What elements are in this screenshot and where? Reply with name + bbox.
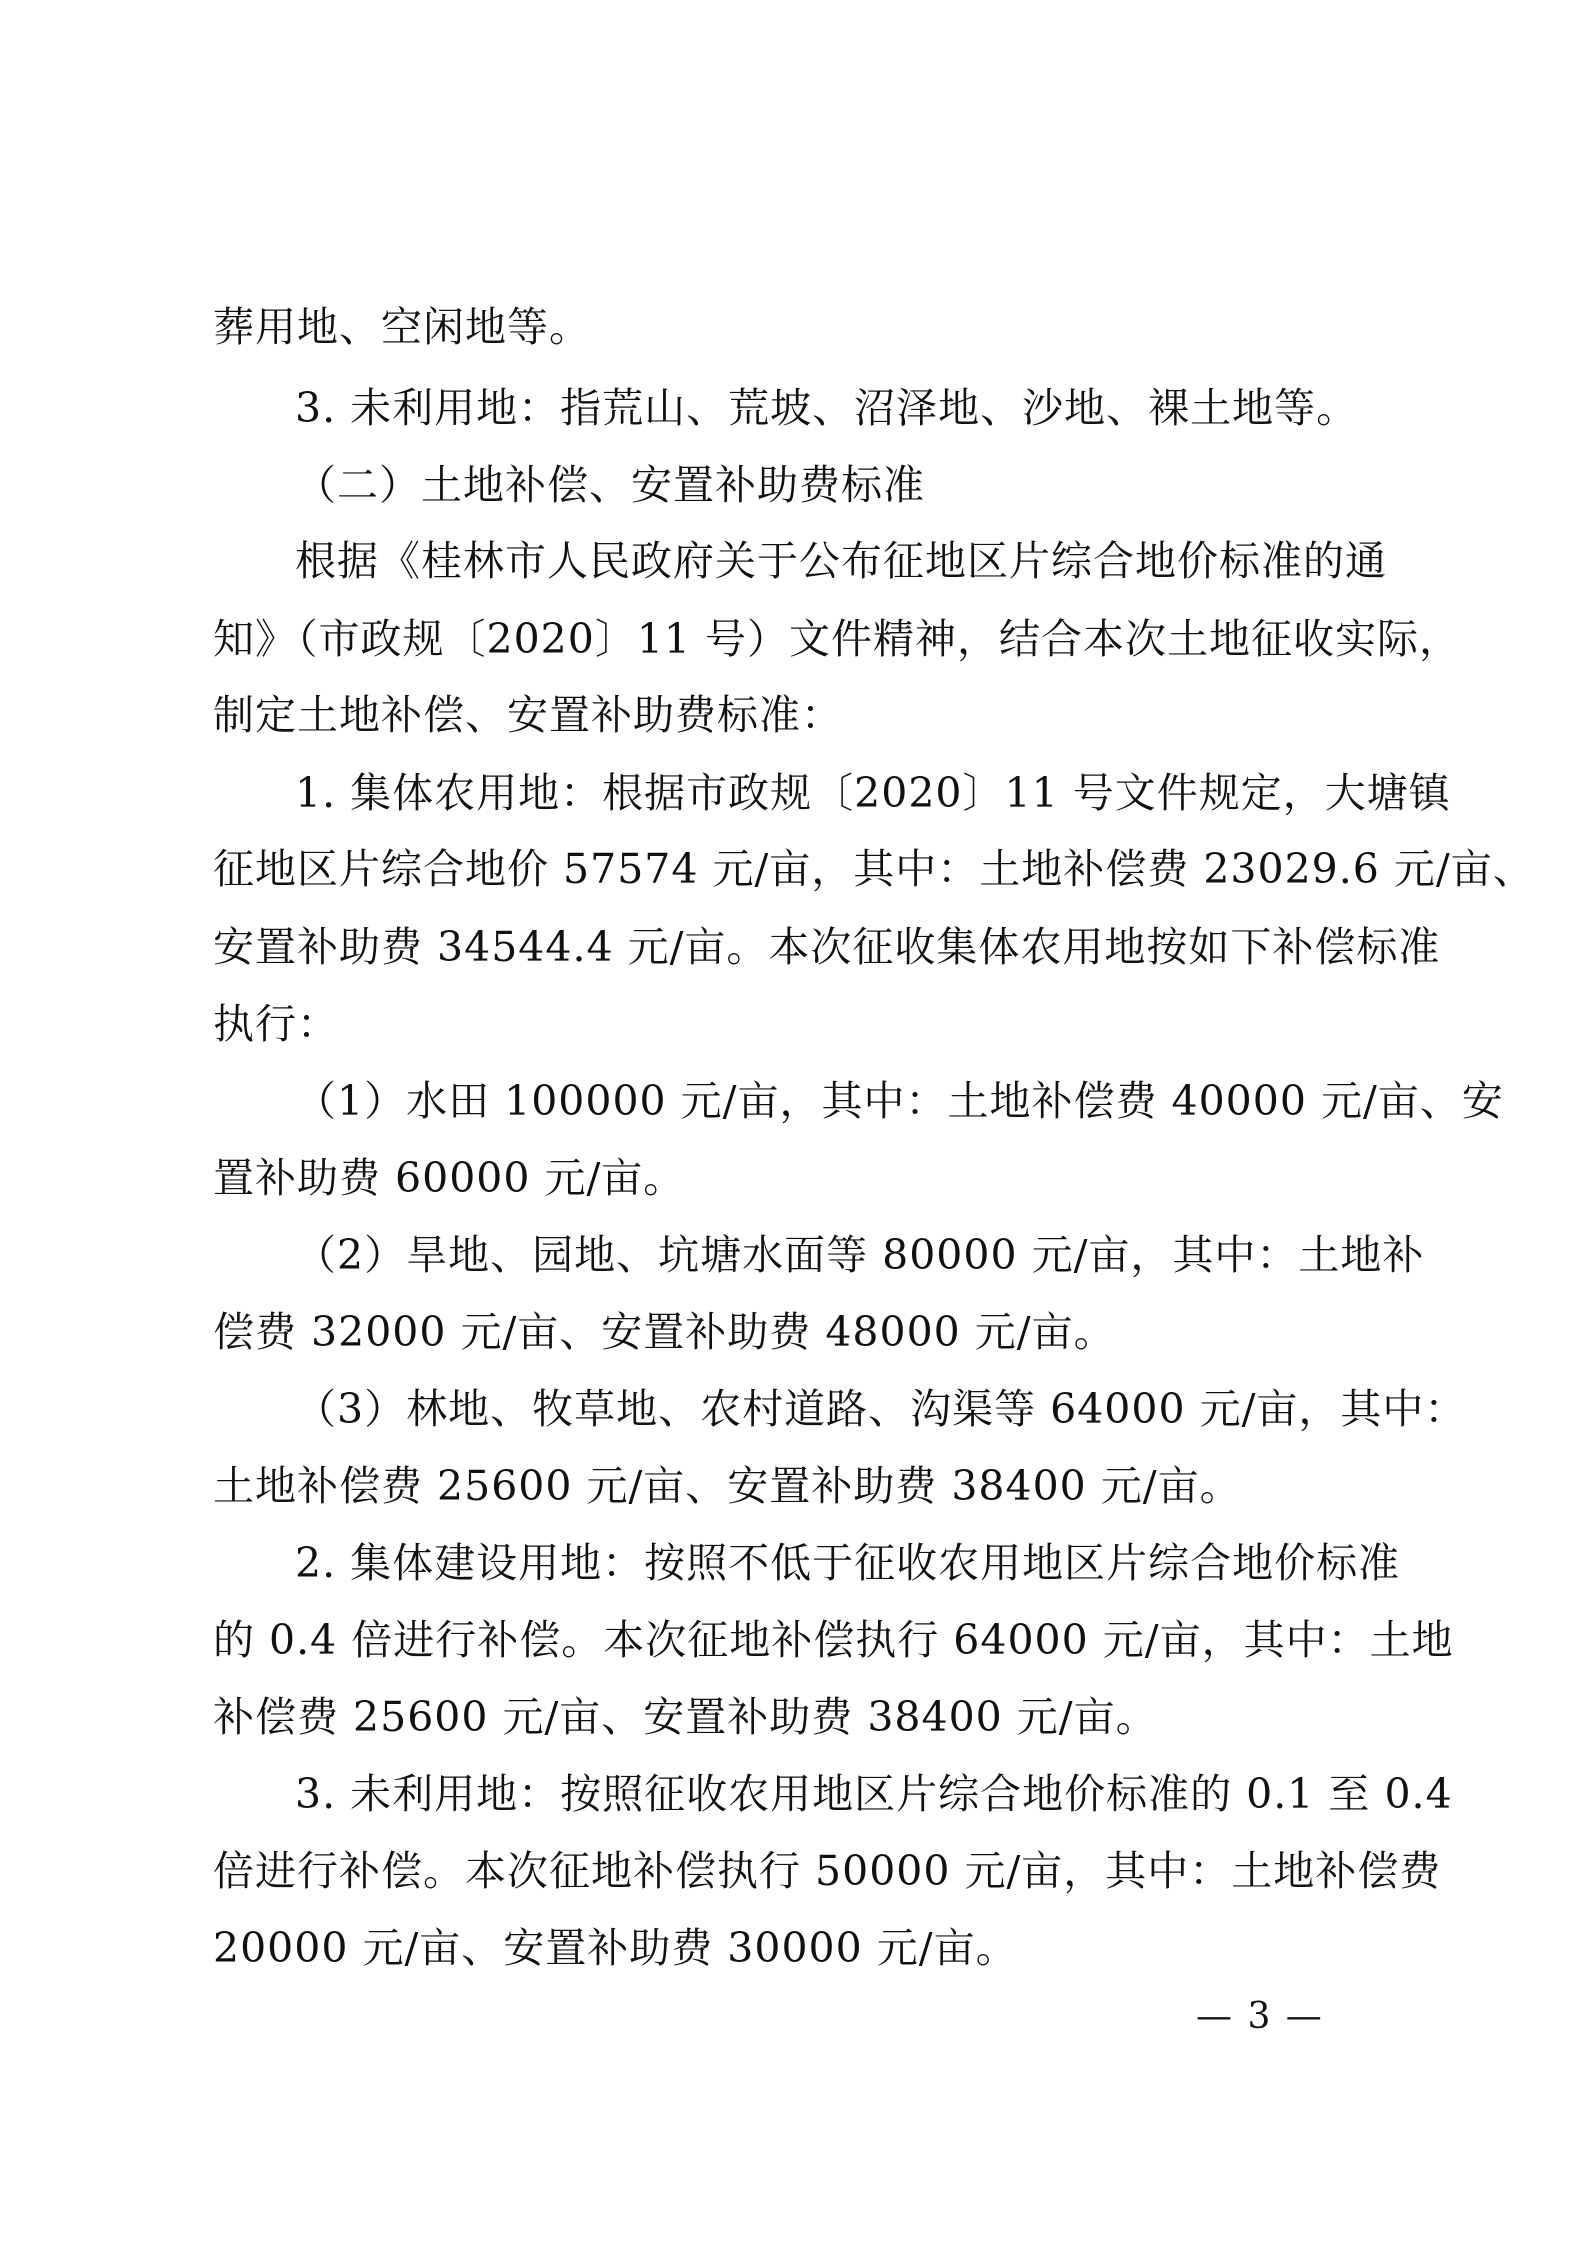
text-line: 土地补偿费 25600 元/亩、安置补助费 38400 元/亩。 [213,1462,1242,1510]
text-line: 知》（市政规〔2020〕11 号）文件精神，结合本次土地征收实际， [213,615,1462,663]
section-heading: （二）土地补偿、安置补助费标准 [295,461,925,509]
text-line: 置补助费 60000 元/亩。 [213,1154,686,1202]
text-line: 征地区片综合地价 57574 元/亩，其中：土地补偿费 23029.6 元/亩、 [213,845,1535,893]
text-line: （1）水田 100000 元/亩，其中：土地补偿费 40000 元/亩、安 [295,1077,1504,1125]
text-line: 安置补助费 34544.4 元/亩。本次征收集体农用地按如下补偿标准 [213,923,1441,971]
text-line: 2. 集体建设用地：按照不低于征收农用地区片综合地价标准 [295,1539,1401,1587]
text-line: 补偿费 25600 元/亩、安置补助费 38400 元/亩。 [213,1693,1158,1741]
text-line: 偿费 32000 元/亩、安置补助费 48000 元/亩。 [213,1308,1116,1356]
text-line: 制定土地补偿、安置补助费标准： [213,691,843,739]
page-number: — 3 — [1196,1996,1324,2037]
text-line: 倍进行补偿。本次征地补偿执行 50000 元/亩，其中：土地补偿费 [213,1847,1442,1895]
text-line: 根据《桂林市人民政府关于公布征地区片综合地价标准的通 [295,537,1387,585]
text-line: 的 0.4 倍进行补偿。本次征地补偿执行 64000 元/亩，其中：土地 [213,1616,1454,1664]
text-line: 3. 未利用地：按照征收农用地区片综合地价标准的 0.1 至 0.4 [295,1770,1453,1818]
text-line: 1. 集体农用地：根据市政规〔2020〕11 号文件规定，大塘镇 [295,769,1451,817]
text-line: 3. 未利用地：指荒山、荒坡、沼泽地、沙地、裸土地等。 [295,384,1359,432]
text-line: （2）旱地、园地、坑塘水面等 80000 元/亩，其中：土地补 [295,1231,1425,1279]
text-line: （3）林地、牧草地、农村道路、沟渠等 64000 元/亩，其中： [295,1385,1467,1433]
text-line: 葬用地、空闲地等。 [213,303,591,351]
text-line: 20000 元/亩、安置补助费 30000 元/亩。 [213,1924,1018,1972]
text-line: 执行： [213,1000,339,1048]
